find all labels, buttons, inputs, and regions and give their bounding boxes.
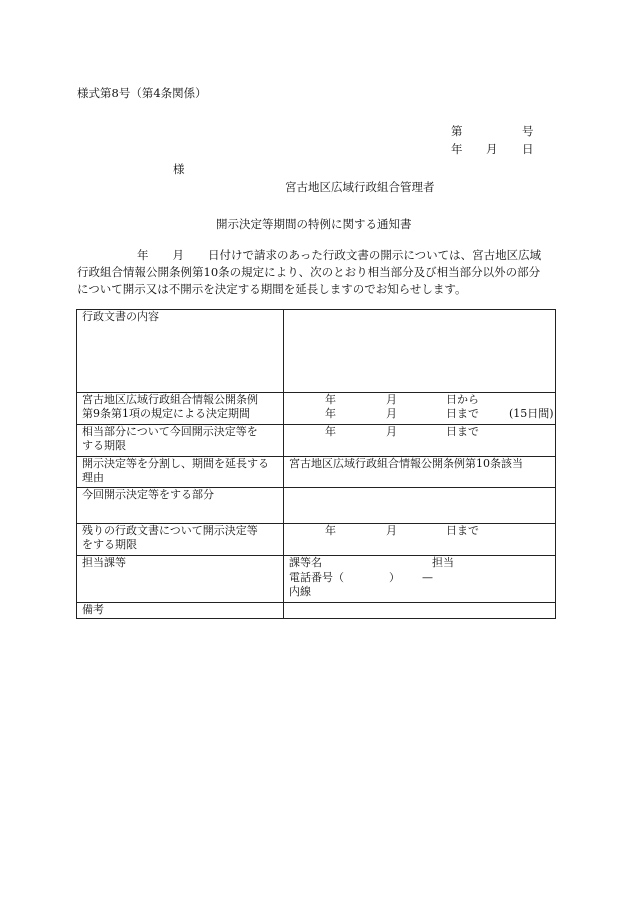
table-row xyxy=(77,457,556,488)
decision-period-value xyxy=(284,393,556,425)
number-suffix: 号 xyxy=(522,124,534,138)
label-line: 開示決定等を分割し、期間を延長する xyxy=(82,457,269,470)
to-month: 月 xyxy=(386,407,397,420)
from-year: 年 xyxy=(325,393,336,406)
remaining-month: 月 xyxy=(386,524,397,537)
period-days: (15日間) xyxy=(509,407,554,420)
partial-deadline-label xyxy=(77,425,284,457)
sender-name: 宮古地区広域行政組合管理者 xyxy=(285,180,435,194)
date-year-label: 年 xyxy=(451,142,463,156)
department-value xyxy=(284,556,556,603)
remarks-value xyxy=(284,603,556,619)
label-line: 宮古地区広域行政組合情報公開条例 xyxy=(82,393,258,406)
number-prefix: 第 xyxy=(451,124,463,138)
phone-label: 電話番号（ xyxy=(289,571,344,584)
label-line: をする期限 xyxy=(82,538,137,551)
to-year: 年 xyxy=(325,407,336,420)
remaining-deadline-label xyxy=(77,524,284,556)
body-line-2: 行政組合情報公開条例第10条の規定により、次のとおり相当部分及び相当部分以外の部分 xyxy=(77,265,541,279)
extension-reason-value: 宮古地区広域行政組合情報公開条例第10条該当 xyxy=(284,457,556,488)
deadline-year: 年 xyxy=(325,425,336,438)
remarks-label: 備考 xyxy=(77,603,284,619)
table-row xyxy=(77,425,556,457)
body-paragraph xyxy=(77,247,559,298)
deadline-day: 日まで xyxy=(446,425,479,438)
table-row xyxy=(77,603,556,619)
current-part-value xyxy=(284,488,556,524)
body-line-1 xyxy=(77,247,559,264)
body-month: 月 xyxy=(172,248,184,262)
label-line: 理由 xyxy=(82,471,104,484)
remaining-day: 日まで xyxy=(446,524,479,537)
table-row xyxy=(77,310,556,393)
table-row xyxy=(77,524,556,556)
remaining-deadline-value xyxy=(284,524,556,556)
label-line: する期限 xyxy=(82,439,126,452)
notice-table xyxy=(76,309,556,619)
decision-period-label xyxy=(77,393,284,425)
document-title: 開示決定等期間の特例に関する通知書 xyxy=(216,217,412,231)
table-row xyxy=(77,488,556,524)
label-line: 相当部分について今回開示決定等を xyxy=(82,425,258,438)
table-row xyxy=(77,393,556,425)
table-row xyxy=(77,556,556,603)
phone-dash: — xyxy=(422,571,433,584)
to-day: 日まで xyxy=(446,407,479,420)
current-part-label: 今回開示決定等をする部分 xyxy=(77,488,284,524)
document-content-value xyxy=(284,310,556,393)
date-day-label: 日 xyxy=(522,142,534,156)
department-name-label: 課等名 xyxy=(289,556,322,569)
partial-deadline-value xyxy=(284,425,556,457)
extension-label: 内線 xyxy=(289,585,311,598)
recipient-honorific: 様 xyxy=(173,162,185,176)
from-month: 月 xyxy=(386,393,397,406)
label-line: 残りの行政文書について開示決定等 xyxy=(82,524,258,537)
document-content-label: 行政文書の内容 xyxy=(77,310,284,393)
body-line-3: について開示又は不開示を決定する期間を延長しますのでお知らせします。 xyxy=(77,282,467,296)
remaining-year: 年 xyxy=(325,524,336,537)
label-line: 第9条第1項の規定による決定期間 xyxy=(82,407,250,420)
extension-reason-label xyxy=(77,457,284,488)
phone-close-paren: ） xyxy=(389,571,400,584)
date-month-label: 月 xyxy=(486,142,498,156)
body-year: 年 xyxy=(137,248,149,262)
form-number: 様式第8号（第4条関係） xyxy=(77,86,207,100)
department-label: 担当課等 xyxy=(77,556,284,603)
person-in-charge-label: 担当 xyxy=(432,556,454,569)
from-day: 日から xyxy=(446,393,479,406)
deadline-month: 月 xyxy=(386,425,397,438)
body-line-1-text: 日付けで請求のあった行政文書の開示については、宮古地区広域 xyxy=(208,248,542,262)
